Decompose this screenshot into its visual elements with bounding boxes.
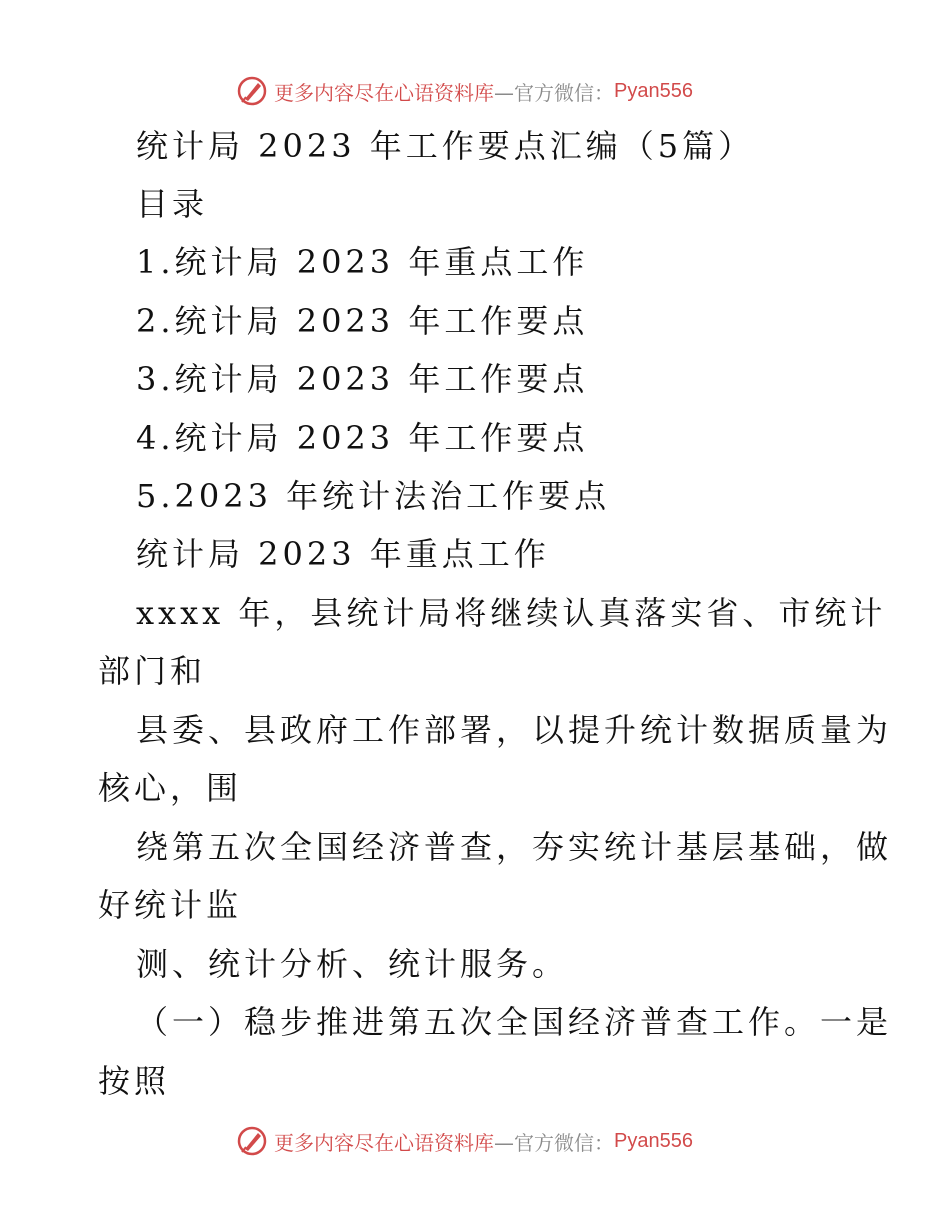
toc-item-1: 1.统计局 2023 年重点工作 bbox=[136, 243, 589, 281]
body-line: 按照 bbox=[98, 1062, 171, 1100]
body-line: 测、统计分析、统计服务。 bbox=[136, 945, 569, 983]
toc-item-5: 5.2023 年统计法治工作要点 bbox=[136, 477, 611, 515]
body-line: 好统计监 bbox=[98, 886, 243, 924]
body-line: 核心，围 bbox=[98, 769, 243, 807]
body-line: （一）稳步推进第五次全国经济普查工作。一是 bbox=[136, 1003, 893, 1041]
footer-watermark-banner bbox=[236, 1124, 693, 1158]
body-line: 县委、县政府工作部署，以提升统计数据质量为 bbox=[136, 711, 893, 749]
document-title: 统计局 2023 年工作要点汇编（5篇） bbox=[136, 127, 755, 165]
body-line: xxxx 年，县统计局将继续认真落实省、市统计 bbox=[136, 594, 887, 632]
banner-main-text: 更多内容尽在心语资料库 bbox=[274, 1130, 494, 1155]
body-line: 部门和 bbox=[98, 652, 207, 690]
section-title: 统计局 2023 年重点工作 bbox=[136, 535, 550, 573]
toc-heading: 目录 bbox=[136, 185, 209, 223]
banner-separator-text: —官方微信： bbox=[494, 80, 614, 105]
banner-separator-text: —官方微信： bbox=[494, 1130, 614, 1155]
toc-item-3: 3.统计局 2023 年工作要点 bbox=[136, 360, 589, 398]
quill-pen-icon bbox=[236, 1125, 268, 1157]
toc-item-2: 2.统计局 2023 年工作要点 bbox=[136, 302, 589, 340]
banner-account-text: Pyan556 bbox=[614, 1129, 693, 1152]
header-watermark-banner bbox=[236, 74, 693, 108]
quill-pen-icon bbox=[236, 75, 268, 107]
toc-item-4: 4.统计局 2023 年工作要点 bbox=[136, 419, 589, 457]
body-line: 绕第五次全国经济普查，夯实统计基层基础，做 bbox=[136, 828, 893, 866]
banner-main-text: 更多内容尽在心语资料库 bbox=[274, 80, 494, 105]
banner-account-text: Pyan556 bbox=[614, 79, 693, 102]
